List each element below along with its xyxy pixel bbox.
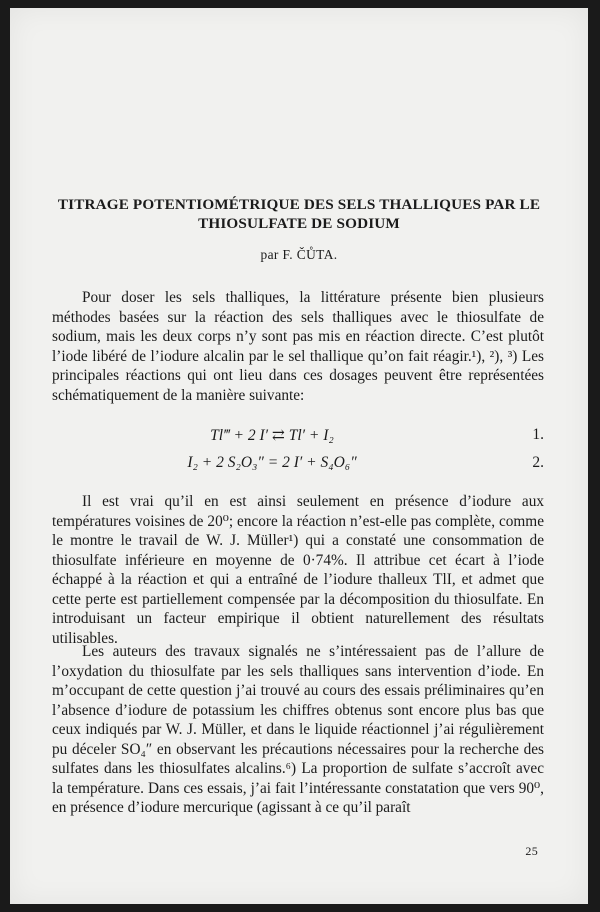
- page-number: 25: [525, 844, 538, 858]
- equation-2: [52, 454, 544, 476]
- paragraph-intro: [52, 288, 544, 405]
- article-title: TITRAGE POTENTIOMÉTRIQUE DES SELS THALLIQUES PAR LE THIOSULFATE DE SODIUM: [57, 196, 541, 232]
- author-byline: par F. ČŮTA.: [260, 247, 338, 262]
- paragraph-authors: [52, 642, 544, 818]
- paragraph-intro-text: Pour doser les sels thalliques, la littérature présente bien plusieurs méthodes basées sur la réaction des sels thalliques avec le thiosulfate de sodium, mais les deux corps n’y sont pas mis en réaction directe. C’est plutôt l’iode libéré de l’iodure alcalin par le sel thallique qu’on fait réagir.¹), ²), ³) Les principales réactions qui ont lieu dans ces dosages peuvent être représentées schématiquement de la manière suivante:: [52, 289, 544, 404]
- paragraph-mueller: [52, 492, 544, 648]
- journal-page: [10, 8, 588, 904]
- equation-2-formula: I₂ + 2 S₂O₃″ = 2 I′ + S₄O₆″: [187, 454, 357, 471]
- equation-1-number: 1.: [532, 426, 544, 443]
- paragraph-authors-text: Les auteurs des travaux signalés ne s’intéressaient pas de l’allure de l’oxydation du thiosulfate par les sels thalliques sans intervention d’iode. En m’occupant de cette question j’ai trouvé au cours des essais préliminaires qu’en l’absence d’iodure de potassium les chiffres obtenus sont encore plus bas que ceux indiqués par W. J. Müller, et dans le liquide réactionnel j’ai régulièrement pu déceler SO₄″ en observant les précautions nécessaires pour la recherche des sulfates dans les thiosulfates alcalins.⁶) La proportion de sulfate s’accroît avec la température. Dans ces essais, j’ai fait l’intéressante constatation que vers 90⁰, en présence d’iodure mercurique (agissant à ce qu’il paraît: [52, 643, 544, 816]
- equation-2-number: 2.: [532, 454, 544, 471]
- equation-1: [52, 426, 544, 448]
- equation-1-formula: Tl‴ + 2 I′ ⇄ Tl′ + I₂: [210, 427, 334, 444]
- paragraph-mueller-text: Il est vrai qu’il en est ainsi seulement en présence d’iodure aux températures voisines de 20⁰; encore la réaction n’est-elle pas complète, comme le montre le travail de W. J. Müller¹) qui a constaté une consommation de thiosulfate inférieure en moyenne de 0·74%. Il attribue cet écart à l’iode échappé à la réaction et qui a entraîné de l’iodure thalleux TlI, et admet que cette perte est partiellement compensée par la décomposition du thiosulfate. En introduisant un facteur empirique il obtient naturellement des résultats utilisables.: [52, 493, 544, 647]
